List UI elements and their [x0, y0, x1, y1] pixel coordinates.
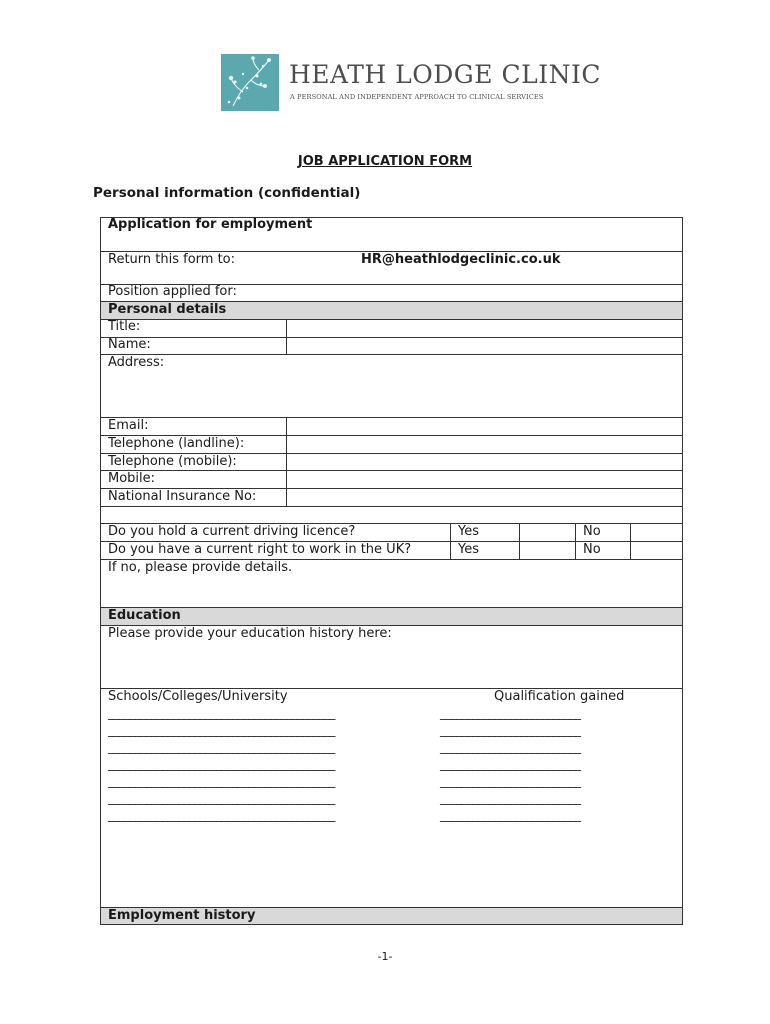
- address-field[interactable]: [101, 372, 682, 417]
- qualification-column-label: Qualification gained: [494, 689, 625, 704]
- logo-tagline: A PERSONAL AND INDEPENDENT APPROACH TO CLINICAL SERVICES: [290, 93, 544, 101]
- email-label: Email:: [108, 418, 149, 433]
- clinic-logo: [221, 54, 601, 112]
- mobile-label: Mobile:: [108, 471, 156, 486]
- name-label: Name:: [108, 337, 151, 352]
- application-heading: Application for employment: [108, 217, 313, 232]
- driving-yes-box[interactable]: [520, 524, 575, 541]
- education-heading: Education: [108, 608, 181, 623]
- telephone-mobile-field[interactable]: [287, 454, 682, 470]
- employment-history-heading: Employment history: [108, 908, 256, 923]
- school-entry-line[interactable]: __________________________________________: [108, 706, 335, 720]
- mobile-field[interactable]: [287, 471, 682, 488]
- title-field[interactable]: [287, 320, 682, 337]
- right-to-work-yes-label: Yes: [458, 542, 479, 557]
- column-divider: [450, 523, 451, 559]
- address-label: Address:: [108, 355, 165, 370]
- driving-no-label: No: [583, 524, 601, 539]
- section-caption: Personal information (confidential): [93, 185, 361, 201]
- right-to-work-yes-box[interactable]: [520, 542, 575, 559]
- school-entry-line[interactable]: __________________________________________: [108, 757, 335, 771]
- national-insurance-label: National Insurance No:: [108, 489, 257, 504]
- school-entry-line[interactable]: __________________________________________: [108, 723, 335, 737]
- page-number: -1-: [377, 950, 393, 963]
- school-entry-line[interactable]: __________________________________________: [108, 791, 335, 805]
- row-divider: [100, 354, 683, 355]
- education-prompt: Please provide your education history here:: [108, 626, 392, 641]
- right-to-work-no-label: No: [583, 542, 601, 557]
- logo-mark-icon: [221, 54, 279, 111]
- right-to-work-no-box[interactable]: [631, 542, 682, 559]
- schools-column-label: Schools/Colleges/University: [108, 689, 288, 704]
- qualification-entry-line[interactable]: __________________________: [440, 757, 581, 771]
- school-entry-line[interactable]: __________________________________________: [108, 808, 335, 822]
- driving-no-box[interactable]: [631, 524, 682, 541]
- telephone-landline-field[interactable]: [287, 436, 682, 453]
- qualification-entry-line[interactable]: __________________________: [440, 774, 581, 788]
- name-field[interactable]: [287, 338, 682, 354]
- logo-name: HEATH LODGE CLINIC: [289, 60, 601, 89]
- qualification-entry-line[interactable]: __________________________: [440, 808, 581, 822]
- qualification-entry-line[interactable]: __________________________: [440, 740, 581, 754]
- if-no-details-label: If no, please provide details.: [108, 560, 293, 575]
- return-email-link[interactable]: HR@heathlodgeclinic.co.uk: [361, 252, 561, 267]
- telephone-landline-label: Telephone (landline):: [108, 436, 245, 451]
- telephone-mobile-label: Telephone (mobile):: [108, 454, 237, 469]
- row-divider: [100, 607, 683, 608]
- form-title: JOB APPLICATION FORM: [297, 154, 473, 169]
- driving-yes-label: Yes: [458, 524, 479, 539]
- row-divider: [100, 506, 683, 507]
- personal-details-heading: Personal details: [108, 302, 227, 317]
- school-entry-line[interactable]: __________________________________________: [108, 740, 335, 754]
- return-label: Return this form to:: [108, 252, 235, 267]
- title-label: Title:: [108, 319, 141, 334]
- right-to-work-question: Do you have a current right to work in the UK?: [108, 542, 412, 557]
- qualification-entry-line[interactable]: __________________________: [440, 706, 581, 720]
- national-insurance-field[interactable]: [287, 489, 682, 506]
- qualification-entry-line[interactable]: __________________________: [440, 791, 581, 805]
- school-entry-line[interactable]: __________________________________________: [108, 774, 335, 788]
- email-field[interactable]: [287, 418, 682, 435]
- position-applied-label: Position applied for:: [108, 284, 237, 299]
- qualification-entry-line[interactable]: __________________________: [440, 723, 581, 737]
- column-divider: [575, 523, 576, 559]
- driving-licence-question: Do you hold a current driving licence?: [108, 524, 356, 539]
